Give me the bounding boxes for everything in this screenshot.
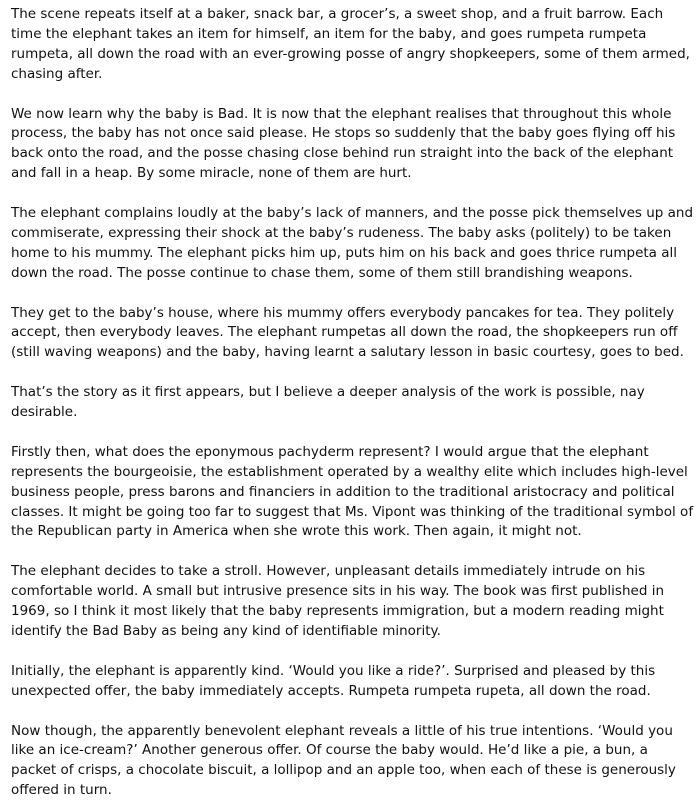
review-paragraph-1: The scene repeats itself at a baker, snack bar, a grocer’s, a sweet shop, and a fruit barrow. Each time the elephant takes an item for himself, an item for the baby, and goes rumpeta rumpeta rumpeta, all down the road with an ever-growing posse of angry shopkeepers, some of them armed, chasing after.: [11, 5, 695, 85]
review-paragraph-2: We now learn why the baby is Bad. It is now that the elephant realises that throughout this whole process, the baby has not once said please. He stops so suddenly that the baby goes flying off his back onto the road, and the posse chasing close behind run straight into the back of the elephant and fall in a heap. By some miracle, none of them are hurt.: [11, 105, 695, 185]
review-paragraph-5: That’s the story as it first appears, but I believe a deeper analysis of the work is possible, nay desirable.: [11, 383, 695, 423]
review-paragraph-8: Initially, the elephant is apparently kind. ‘Would you like a ride?’. Surprised and pleased by this unexpected offer, the baby immediately accepts. Rumpeta rumpeta rupeta, all down the road.: [11, 662, 695, 702]
review-body: [11, 0, 695, 801]
review-paragraph-6: Firstly then, what does the eponymous pachyderm represent? I would argue that the elephant represents the bourgeoisie, the establishment operated by a wealthy elite which includes high-level business people, press barons and financiers in addition to the traditional aristocracy and political classes. It might be going too far to suggest that Ms. Vipont was thinking of the traditional symbol of the Republican party in America when she wrote this work. Then again, it might not.: [11, 443, 695, 543]
review-paragraph-7: The elephant decides to take a stroll. However, unpleasant details immediately intrude on his comfortable world. A small but intrusive presence sits in his way. The book was first published in 1969, so I think it most likely that the baby represents immigration, but a modern reading might identify the Bad Baby as being any kind of identifiable minority.: [11, 562, 695, 642]
review-paragraph-4: They get to the baby’s house, where his mummy offers everybody pancakes for tea. They politely accept, then everybody leaves. The elephant rumpetas all down the road, the shopkeepers run off (still waving weapons) and the baby, having learnt a salutary lesson in basic courtesy, goes to bed.: [11, 304, 695, 364]
review-paragraph-9: Now though, the apparently benevolent elephant reveals a little of his true intentions. ‘Would you like an ice-cream?’ Another generous offer. Of course the baby would. He’d like a pie, a bun, a packet of crisps, a chocolate biscuit, a lollipop and an apple too, when each of these is generously offered in turn.: [11, 722, 695, 801]
review-paragraph-3: The elephant complains loudly at the baby’s lack of manners, and the posse pick themselves up and commiserate, expressing their shock at the baby’s rudeness. The baby asks (politely) to be taken home to his mummy. The elephant picks him up, puts him on his back and goes thrice rumpeta all down the road. The posse continue to chase them, some of them still brandishing weapons.: [11, 204, 695, 284]
